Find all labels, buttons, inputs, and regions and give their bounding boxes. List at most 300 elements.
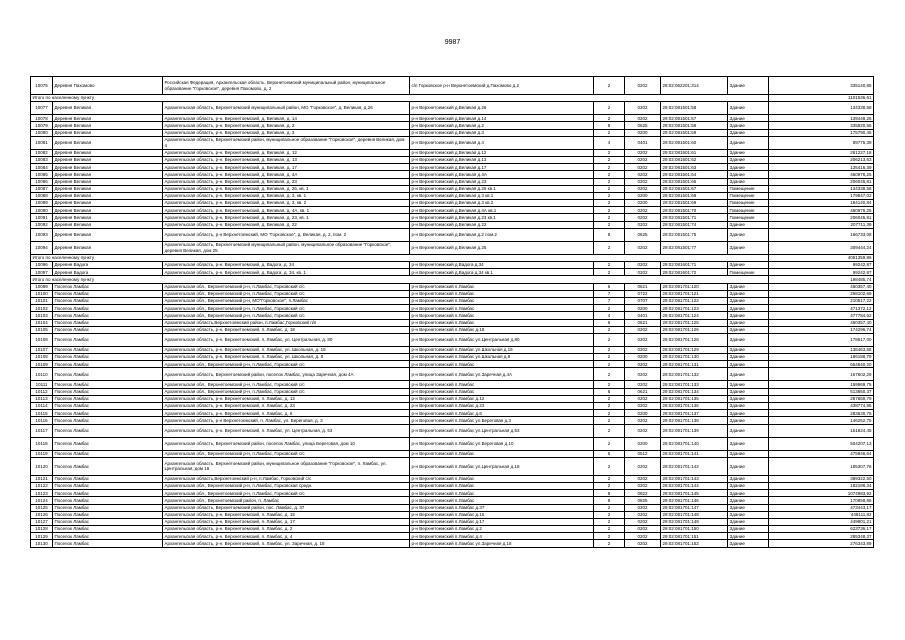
short-location: р-н Верхнетоемский п.Ламбас — [410, 283, 594, 290]
row-number: 10115 — [31, 410, 53, 417]
table-row — [31, 346, 874, 353]
full-address: Архангельская область, р-н. Верхнетоемский, п. Ламбас, д. 2 — [163, 526, 410, 533]
purpose-code: 0202 — [625, 171, 661, 178]
full-address: Архангельская область, р-н Верхнетоемский, МО "Горковское", д. Великая, д. 2, пом. 2 — [163, 228, 410, 241]
row-number: 10128 — [31, 526, 53, 533]
type-code: 2 — [594, 262, 625, 269]
purpose-code: 0822 — [625, 490, 661, 497]
short-location: р-н Верхнетоемский п.Ламбас д.18 — [410, 326, 594, 333]
purpose-code: 0200 — [625, 437, 661, 450]
row-number: 10126 — [31, 511, 53, 518]
purpose-code: 0202 — [625, 241, 661, 254]
row-number: 10103 — [31, 312, 53, 319]
object-kind: Здание — [728, 403, 769, 410]
table-row — [31, 178, 874, 185]
table-row — [31, 319, 874, 326]
type-code: 2 — [594, 475, 625, 482]
purpose-code: 0200 — [625, 354, 661, 361]
table-row — [31, 333, 874, 346]
short-location: р-н Верхнетоемский д.Великая д.13 — [410, 156, 594, 163]
settlement-name: Поселок Ламбас — [53, 361, 163, 368]
row-number: 10082 — [31, 149, 53, 156]
settlement-name: Поселок Ламбас — [53, 497, 163, 504]
cadastral-number: 29:02:081701:135 — [661, 395, 728, 402]
purpose-code: 0200 — [625, 410, 661, 417]
cadastral-number: 29:02:081501:74 — [661, 221, 728, 228]
purpose-code: 0202 — [625, 333, 661, 346]
short-location: р-н Верхнетоемский п.Ламбас ул.Заречная д.18 — [410, 540, 594, 547]
cadastral-number: 29:02:081701:149 — [661, 518, 728, 525]
purpose-code: 0707 — [625, 297, 661, 304]
short-location: р-н Верхнетоемский п.Ламбас — [410, 381, 594, 388]
cadastral-number: 29:02:081701:130 — [661, 354, 728, 361]
cadastral-number: 29:02:081701:122 — [661, 297, 728, 304]
cadastral-number: 29:02:081701:145 — [661, 490, 728, 497]
cadastral-number: 29:02:081701:147 — [661, 504, 728, 511]
type-code: 2 — [594, 381, 625, 388]
cadastral-value: 179847,02 — [769, 192, 874, 199]
purpose-code: 0202 — [625, 533, 661, 540]
short-location: р-н Верхнетоемский п.Ламбас — [410, 497, 594, 504]
cadastral-number: 29:02:081501:58 — [661, 122, 728, 129]
row-number: 10085 — [31, 171, 53, 178]
settlement-name: Поселок Ламбас — [53, 533, 163, 540]
table-row — [31, 136, 874, 149]
short-location: р-н Верхнетоемский д.Великая д.3 кв.2 — [410, 200, 594, 207]
row-number: 10092 — [31, 221, 53, 228]
table-row — [31, 540, 874, 547]
table-row — [31, 305, 874, 312]
purpose-code: 0401 — [625, 136, 661, 149]
row-number: 10117 — [31, 424, 53, 437]
full-address: Архангельская область, р-н. Верхнетоемский, д. Великая, д. 23 — [163, 178, 410, 185]
short-location: р-н Верхнетоемский д.Великая д.22 — [410, 221, 594, 228]
table-row — [31, 228, 874, 241]
row-number: 10100 — [31, 290, 53, 297]
type-code: 2 — [594, 241, 625, 254]
object-kind: Помещение — [728, 192, 769, 199]
short-location: р-н Верхнетоемский п.Ламбас ул.Центральная д.53 — [410, 424, 594, 437]
cadastral-number: 29:02:081701:131 — [661, 361, 728, 368]
type-code: 2 — [594, 417, 625, 424]
row-number: 10127 — [31, 518, 53, 525]
object-kind: Здание — [728, 221, 769, 228]
object-kind: Здание — [728, 312, 769, 319]
cadastral-value: 389322,50 — [769, 475, 874, 482]
object-kind: Здание — [728, 115, 769, 122]
type-code: 2 — [594, 526, 625, 533]
short-location: р-н Верхнетоемский д.Великая д.3 кв.1 — [410, 192, 594, 199]
object-kind: Здание — [728, 381, 769, 388]
object-kind: Здание — [728, 482, 769, 489]
cadastral-value: 473443,17 — [769, 504, 874, 511]
purpose-code: 0200 — [625, 305, 661, 312]
full-address: Архангельская область, р-н. Верхнетоемский, д. Великая, д. 3 — [163, 129, 410, 136]
row-number: 10122 — [31, 482, 53, 489]
table-row — [31, 200, 874, 207]
object-kind: Здание — [728, 511, 769, 518]
object-kind: Здание — [728, 283, 769, 290]
purpose-code: 0200 — [625, 129, 661, 136]
row-number: 10090 — [31, 207, 53, 214]
short-location: с/п Горковское р-н Верхнетоемский д.Пахомово д.2 — [410, 77, 594, 95]
full-address: Архангельская область, р-н. Верхнетоемский, д. Великая, д. 13 — [163, 156, 410, 163]
full-address: Архангельская область, Верхнетоемский район, пос. Ламбас, д. 37 — [163, 504, 410, 511]
cadastral-number: 29:02:081501:71 — [661, 214, 728, 221]
object-kind: Здание — [728, 354, 769, 361]
cadastral-value: 184140,84 — [769, 200, 874, 207]
purpose-code: 0202 — [625, 221, 661, 228]
short-location: р-н Верхнетоемский д.Великая д.4А — [410, 171, 594, 178]
row-number: 10102 — [31, 305, 53, 312]
table-row — [31, 497, 874, 504]
settlement-name: Деревня Великая — [53, 241, 163, 254]
full-address: Архангельская область, р-н. Верхнетоемский, п. Ламбас, д. 6 — [163, 410, 410, 417]
row-number: 10087 — [31, 185, 53, 192]
table-row — [31, 156, 874, 163]
type-code: 2 — [594, 192, 625, 199]
type-code: 6 — [594, 319, 625, 326]
full-address: Архангельская область, р-н. Верхнетоемский, д. Великая, д. 22 — [163, 221, 410, 228]
row-number: 10078 — [31, 115, 53, 122]
row-number: 10113 — [31, 395, 53, 402]
purpose-code: 0202 — [625, 417, 661, 424]
row-number: 10075 — [31, 77, 53, 95]
cadastral-value: 89775,39 — [769, 136, 874, 149]
row-number: 10093 — [31, 228, 53, 241]
type-code: 2 — [594, 457, 625, 475]
table-row — [31, 326, 874, 333]
full-address: Архангельская область, р-н. Верхнетоемский, д. Вадога, д. 34, кв. 1 — [163, 269, 410, 276]
object-kind: Здание — [728, 102, 769, 115]
settlement-name: Поселок Ламбас — [53, 490, 163, 497]
cadastral-value: 471372,12 — [769, 305, 874, 312]
full-address: Архангельская область,Верхнетоемский район, п.Ламбас,Горковский п/п — [163, 319, 410, 326]
settlement-name: Деревня Великая — [53, 156, 163, 163]
cadastral-value: 335140,85 — [769, 77, 874, 95]
row-number: 10109 — [31, 361, 53, 368]
table-row — [31, 207, 874, 214]
object-kind: Здание — [728, 450, 769, 457]
cadastral-value: 287669,79 — [769, 395, 874, 402]
short-location: р-н Верхнетоемский п.Ламбас — [410, 297, 594, 304]
type-code: 2 — [594, 511, 625, 518]
table-row — [31, 185, 874, 192]
purpose-code: 0202 — [625, 482, 661, 489]
full-address: Архангельская область, р-н. Верхнетоемский, д. Великая, д. 14 — [163, 115, 410, 122]
full-address: Архангельская область, р-н. Верхнетоемский, п. Ламбас, ул. Центральная, д. 80 — [163, 333, 410, 346]
full-address: Архангельская область, р-н. Верхнетоемский, п. Ламбас, д. 23 — [163, 403, 410, 410]
purpose-code: 0202 — [625, 207, 661, 214]
table-row — [31, 297, 874, 304]
short-location: р-н Верхнетоемский п.Ламбас — [410, 490, 594, 497]
short-location: р-н Верхнетоемский п.Ламбас д.15 — [410, 511, 594, 518]
short-location: р-н Верхнетоемский п.Ламбас — [410, 482, 594, 489]
short-location: р-н Верхнетоемский п.Ламбас д.37 — [410, 504, 594, 511]
full-address: Архангельская область, р-н. Верхнетоемский, п. Ламбас, ул. Школьная, д. 8 — [163, 354, 410, 361]
table-row — [31, 77, 874, 95]
short-location: р-н Верхнетоемский п.Ламбас ул.Школьная д.15 — [410, 346, 594, 353]
type-code: 8 — [594, 497, 625, 504]
short-location: р-н Верхнетоемский д.Великая д.26 — [410, 102, 594, 115]
settlement-name: Поселок Ламбас — [53, 482, 163, 489]
cadastral-value: 460357,40 — [769, 319, 874, 326]
full-address: Архангельская обл., Верхнетоемский р-н, п.Ламбас, Горковский с/с — [163, 290, 410, 297]
type-code: 2 — [594, 368, 625, 381]
cadastral-value: 134338,58 — [769, 185, 874, 192]
type-code: 8 — [594, 122, 625, 129]
table-row — [31, 192, 874, 199]
short-location: р-н Верхнетоемский п.Ламбас ул.Центральная д.18 — [410, 457, 594, 475]
full-address: Российская Федерация, Архангельская область, Верхнетоемский муниципальный район, муниципальное образование "Горковское", деревня Пахомово, д. 2 — [163, 77, 410, 95]
row-number: 10077 — [31, 102, 53, 115]
object-kind: Здание — [728, 129, 769, 136]
table-row — [31, 102, 874, 115]
settlement-name: Деревня Вадога — [53, 262, 163, 269]
purpose-code: 0202 — [625, 149, 661, 156]
type-code: 2 — [594, 424, 625, 437]
cadastral-value: 182188,34 — [769, 482, 874, 489]
full-address: Архангельская область, р-н. Верхнетоемский, д. Великая, д. 3, кв. 1 — [163, 192, 410, 199]
cadastral-number: 29:02:081701:121 — [661, 290, 728, 297]
type-code: 2 — [594, 102, 625, 115]
short-location: р-н Верхнетоемский д.Вадога д.34 кв.1 — [410, 269, 594, 276]
table-row — [31, 504, 874, 511]
purpose-code: 0621 — [625, 283, 661, 290]
purpose-code: 0202 — [625, 540, 661, 547]
table-row — [31, 171, 874, 178]
cadastral-number: 29:02:081601:72 — [661, 269, 728, 276]
short-location: р-н Верхнетоемский п.Ламбас — [410, 312, 594, 319]
type-code: 2 — [594, 221, 625, 228]
full-address: Архангельская область, р-н. Верхнетоемский, д. Великая, д. 2 — [163, 122, 410, 129]
row-number: 10101 — [31, 297, 53, 304]
cadastral-number: 29:02:081501:77 — [661, 241, 728, 254]
table-row — [31, 388, 874, 395]
cadastral-number: 29:02:081701:138 — [661, 417, 728, 424]
cadastral-number: 29:02:081501:64 — [661, 171, 728, 178]
object-kind: Здание — [728, 388, 769, 395]
row-number: 10091 — [31, 214, 53, 221]
full-address: Архангельская область, Верхнетоемский район, муниципальное образование "Горковское", п. Ламбас, ул. Центральная, дом 18 — [163, 457, 410, 475]
purpose-code: 0202 — [625, 269, 661, 276]
settlement-name: Поселок Ламбас — [53, 346, 163, 353]
row-number: 10118 — [31, 437, 53, 450]
cadastral-number: 29:02:081501:65 — [661, 178, 728, 185]
table-row — [31, 437, 874, 450]
purpose-code: 0202 — [625, 518, 661, 525]
table-row — [31, 518, 874, 525]
full-address: Архангельская область, Верхнетоемский муниципальный район, МО "Горковское", д. Великая, д.26 — [163, 102, 410, 115]
type-code: 7 — [594, 290, 625, 297]
short-location: р-н Верхнетоемский п.Ламбас — [410, 361, 594, 368]
table-row — [31, 482, 874, 489]
full-address: Архангельская область, р-н. Верхнетоемский, п. Ламбас, д. 15 — [163, 511, 410, 518]
cadastral-number: 29:02:081701:140 — [661, 437, 728, 450]
table-row — [31, 115, 874, 122]
settlement-name: Поселок Ламбас — [53, 381, 163, 388]
settlement-name: Деревня Великая — [53, 149, 163, 156]
cadastral-number: 29:02:081701:150 — [661, 526, 728, 533]
table-row — [31, 475, 874, 482]
row-number: 10114 — [31, 403, 53, 410]
settlement-name: Деревня Вадога — [53, 269, 163, 276]
subtotal-value: 4061359,86 — [769, 254, 874, 261]
settlement-name: Поселок Ламбас — [53, 305, 163, 312]
table-row — [31, 381, 874, 388]
object-kind: Здание — [728, 410, 769, 417]
settlement-name: Деревня Великая — [53, 115, 163, 122]
cadastral-number: 29:02:081701:133 — [661, 381, 728, 388]
short-location: р-н Верхнетоемский п.Ламбас ул.Школьная д.8 — [410, 354, 594, 361]
purpose-code: 0202 — [625, 346, 661, 353]
cadastral-number: 29:02:081701:134 — [661, 388, 728, 395]
cadastral-value: 186188,79 — [769, 354, 874, 361]
full-address: Архангельская область, р-н. Верхнетоемский, д. Великая, д. 4А, кв. 1 — [163, 207, 410, 214]
row-number: 10094 — [31, 241, 53, 254]
settlement-name: Поселок Ламбас — [53, 290, 163, 297]
settlement-name: Поселок Ламбас — [53, 518, 163, 525]
full-address: Архангельская обл., Верхнетоемский р-н, п.Ламбас, Горковский с/с — [163, 312, 410, 319]
table-row — [31, 526, 874, 533]
settlement-name: Поселок Ламбас — [53, 475, 163, 482]
full-address: Архангельская область, р-н. Верхнетоемский, п. Ламбас, д. 17 — [163, 518, 410, 525]
type-code: 2 — [594, 156, 625, 163]
purpose-code: 0202 — [625, 403, 661, 410]
full-address: Архангельская область, р-н. Верхнетоемский, д. Великая, д. 3, кв. 2 — [163, 200, 410, 207]
cadastral-number: 29:02:081701:141 — [661, 450, 728, 457]
cadastral-value: 460357,40 — [769, 283, 874, 290]
row-number: 10081 — [31, 136, 53, 149]
settlement-name: Поселок Ламбас — [53, 354, 163, 361]
full-address: Архангельская область, Верхнетоемский район, поселок Ламбас, улица Береговая, дом 10 — [163, 437, 410, 450]
object-kind: Здание — [728, 305, 769, 312]
full-address: Архангельская обл., Верхнетоемский р-н, п.Ламбас, Горковский с/с — [163, 305, 410, 312]
settlement-name: Деревня Великая — [53, 214, 163, 221]
table-row — [31, 122, 874, 129]
type-code: 2 — [594, 200, 625, 207]
full-address: Архангельская обл., Верхнетоемский р-н, п.Ламбас, Горковский с/с — [163, 388, 410, 395]
full-address: Архангельская область, р-н. Верхнетоемский, д. Великая, д. 23, кв. 1 — [163, 214, 410, 221]
subtotal-row — [31, 254, 874, 261]
cadastral-number: 29:02:081701:151 — [661, 533, 728, 540]
row-number: 10104 — [31, 319, 53, 326]
purpose-code: 0200 — [625, 192, 661, 199]
table-row — [31, 214, 874, 221]
settlement-name: Деревня Великая — [53, 207, 163, 214]
type-code: 4 — [594, 312, 625, 319]
cadastral-number: 29:02:081701:129 — [661, 346, 728, 353]
short-location: р-н Верхнетоемский д.Вадога д.34 — [410, 262, 594, 269]
row-number: 10130 — [31, 540, 53, 547]
settlement-name: Поселок Ламбас — [53, 504, 163, 511]
full-address: Архангельская область, р-н. Верхнетоемский, п. Ламбас, д. 18 — [163, 326, 410, 333]
object-kind: Здание — [728, 262, 769, 269]
settlement-name: Поселок Ламбас — [53, 526, 163, 533]
subtotal-label: Итого по населенному пункту — [31, 276, 769, 283]
cadastral-value: 504207,13 — [769, 437, 874, 450]
short-location: р-н Верхнетоемский п.Ламбас д.2 — [410, 526, 594, 533]
object-kind: Здание — [728, 368, 769, 381]
type-code: 6 — [594, 283, 625, 290]
subtotal-row — [31, 95, 874, 102]
short-location: р-н Верхнетоемский п.Ламбас ул.Береговая д.10 — [410, 437, 594, 450]
short-location: р-н Верхнетоемский д.Великая д.4 — [410, 136, 594, 149]
table-row — [31, 403, 874, 410]
settlement-name: Деревня Великая — [53, 129, 163, 136]
type-code: 4 — [594, 136, 625, 149]
settlement-name: Деревня Великая — [53, 221, 163, 228]
cadastral-value: 449801,21 — [769, 518, 874, 525]
table-row — [31, 368, 874, 381]
short-location: р-н Верхнетоемский п.Ламбас д.17 — [410, 518, 594, 525]
full-address: Архангельская область, Верхнетоемский район, поселок Ламбас, улица Заречная, дом 4А — [163, 368, 410, 381]
row-number: 10121 — [31, 475, 53, 482]
table-row — [31, 395, 874, 402]
object-kind: Здание — [728, 77, 769, 95]
cadastral-value: 276343,89 — [769, 540, 874, 547]
subtotal-label: Итого по населенному пункту — [31, 95, 769, 102]
cadastral-value: 210517,22 — [769, 297, 874, 304]
settlement-name: Деревня Великая — [53, 192, 163, 199]
purpose-code: 0621 — [625, 319, 661, 326]
table-row — [31, 490, 874, 497]
object-kind: Здание — [728, 136, 769, 149]
cadastral-value: 174296,74 — [769, 326, 874, 333]
type-code: 2 — [594, 77, 625, 95]
cadastral-value: 513850,37 — [769, 388, 874, 395]
cadastral-value: 283630,75 — [769, 410, 874, 417]
row-number: 10099 — [31, 283, 53, 290]
table-row — [31, 290, 874, 297]
cadastral-value: 268102,69 — [769, 290, 874, 297]
row-number: 10123 — [31, 490, 53, 497]
purpose-code: 0625 — [625, 228, 661, 241]
row-number: 10083 — [31, 156, 53, 163]
object-kind: Здание — [728, 490, 769, 497]
purpose-code: 0202 — [625, 511, 661, 518]
object-kind: Здание — [728, 346, 769, 353]
type-code: 2 — [594, 149, 625, 156]
cadastral-value: 185307,76 — [769, 457, 874, 475]
object-kind: Здание — [728, 395, 769, 402]
short-location: р-н Верхнетоемский д.Великая д.2 — [410, 122, 594, 129]
register-body — [31, 77, 874, 548]
short-location: р-н Верхнетоемский п.Ламбас д.12 — [410, 395, 594, 402]
cadastral-value: 207711,39 — [769, 221, 874, 228]
object-kind: Здание — [728, 424, 769, 437]
purpose-code: 0202 — [625, 214, 661, 221]
table-row — [31, 221, 874, 228]
row-number: 10108 — [31, 354, 53, 361]
type-code: 8 — [594, 490, 625, 497]
short-location: р-н Верхнетоемский п.Ламбас — [410, 450, 594, 457]
cadastral-number: 29:02:081501:75 — [661, 228, 728, 241]
row-number: 10111 — [31, 381, 53, 388]
cadastral-number: 29:02:081501:57 — [661, 115, 728, 122]
short-location: р-н Верхнетоемский п.Ламбас ул.Береговая д.3 — [410, 417, 594, 424]
cadastral-value: 285348,37 — [769, 533, 874, 540]
subtotal-value: 1101536,61 — [769, 95, 874, 102]
table-row — [31, 533, 874, 540]
short-location: р-н Верхнетоемский п.Ламбас — [410, 290, 594, 297]
cadastral-number: 29:02:081701:123 — [661, 305, 728, 312]
purpose-code: 0202 — [625, 424, 661, 437]
cadastral-number: 29:02:081701:148 — [661, 511, 728, 518]
purpose-code: 0202 — [625, 156, 661, 163]
type-code: 2 — [594, 403, 625, 410]
settlement-name: Деревня Великая — [53, 164, 163, 171]
